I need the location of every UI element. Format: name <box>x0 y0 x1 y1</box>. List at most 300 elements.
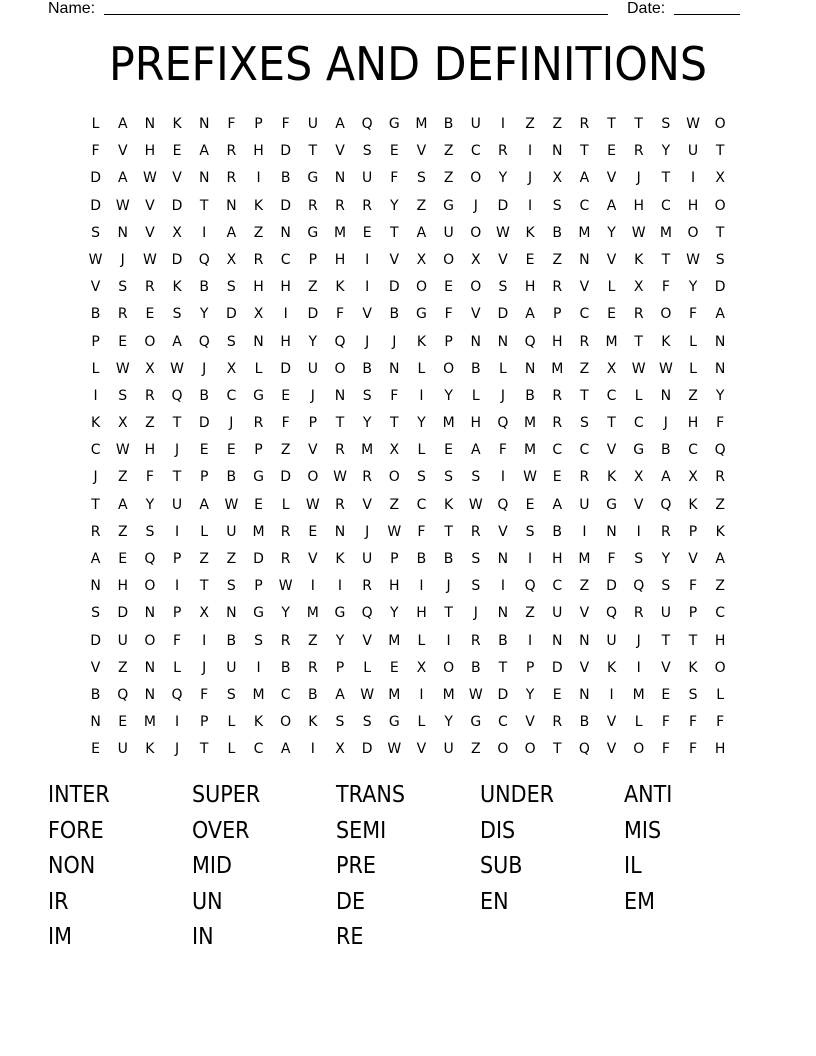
grid-letter[interactable]: B <box>525 387 535 404</box>
grid-letter[interactable]: F <box>716 415 725 432</box>
grid-letter[interactable]: W <box>686 116 700 132</box>
grid-letter[interactable]: F <box>688 306 698 323</box>
grid-letter[interactable]: I <box>202 632 207 649</box>
grid-letter[interactable]: T <box>715 224 725 241</box>
grid-letter[interactable]: O <box>388 469 400 486</box>
grid-letter[interactable]: W <box>658 360 673 377</box>
grid-letter[interactable]: L <box>363 659 372 676</box>
grid-letter[interactable]: X <box>117 415 128 432</box>
grid-letter[interactable]: F <box>227 116 236 132</box>
grid-letter[interactable]: A <box>117 496 128 513</box>
grid-letter[interactable]: R <box>90 523 101 540</box>
grid-letter[interactable]: D <box>606 578 617 595</box>
grid-letter[interactable]: S <box>525 523 535 540</box>
grid-letter[interactable]: D <box>714 279 726 296</box>
grid-letter[interactable]: R <box>552 714 563 731</box>
grid-letter[interactable]: D <box>225 306 237 323</box>
grid-letter[interactable]: H <box>687 415 699 432</box>
grid-letter[interactable]: D <box>198 415 210 432</box>
grid-letter[interactable]: I <box>528 632 533 649</box>
grid-letter[interactable]: B <box>226 469 237 486</box>
grid-letter[interactable]: W <box>523 469 537 486</box>
grid-letter[interactable]: W <box>115 197 130 214</box>
grid-letter[interactable]: U <box>307 360 318 377</box>
grid-letter[interactable]: H <box>524 279 536 296</box>
grid-letter[interactable]: R <box>470 523 481 540</box>
grid-letter[interactable]: D <box>361 741 373 758</box>
grid-letter[interactable]: A <box>606 197 617 214</box>
grid-letter[interactable]: N <box>144 686 156 703</box>
grid-letter[interactable]: X <box>335 741 345 758</box>
grid-letter[interactable]: V <box>362 496 372 513</box>
grid-letter[interactable]: W <box>631 224 646 241</box>
grid-letter[interactable]: M <box>659 224 672 241</box>
grid-letter[interactable]: M <box>632 686 645 703</box>
grid-letter[interactable]: W <box>88 251 103 268</box>
grid-letter[interactable]: B <box>280 659 291 676</box>
grid-letter[interactable]: I <box>419 387 424 404</box>
grid-letter[interactable]: K <box>308 714 318 731</box>
grid-letter[interactable]: M <box>388 686 401 703</box>
grid-letter[interactable]: C <box>606 387 617 404</box>
grid-letter[interactable]: T <box>444 605 453 622</box>
grid-letter[interactable]: R <box>552 387 563 404</box>
grid-letter[interactable]: H <box>253 279 264 296</box>
grid-letter[interactable]: O <box>660 306 672 323</box>
grid-letter[interactable]: V <box>362 632 372 649</box>
grid-letter[interactable]: I <box>609 686 614 703</box>
grid-letter[interactable]: P <box>553 306 562 323</box>
grid-letter[interactable]: S <box>661 578 671 595</box>
grid-letter[interactable]: R <box>335 442 345 459</box>
grid-letter[interactable]: J <box>500 387 505 404</box>
grid-letter[interactable]: L <box>227 714 236 731</box>
grid-letter[interactable]: E <box>607 143 616 160</box>
grid-letter[interactable]: F <box>91 143 100 160</box>
grid-letter[interactable]: T <box>308 143 318 160</box>
grid-letter[interactable]: A <box>661 469 671 486</box>
grid-letter[interactable]: V <box>525 714 535 731</box>
grid-letter[interactable]: J <box>120 251 125 268</box>
grid-letter[interactable]: H <box>253 143 264 160</box>
grid-letter[interactable]: B <box>308 686 318 703</box>
grid-letter[interactable]: H <box>470 415 482 432</box>
grid-letter[interactable]: S <box>172 306 182 323</box>
grid-letter[interactable]: J <box>473 605 478 622</box>
grid-letter[interactable]: S <box>335 714 345 731</box>
grid-letter[interactable]: N <box>524 360 536 377</box>
grid-letter[interactable]: Z <box>443 170 454 187</box>
grid-letter[interactable]: P <box>525 659 535 676</box>
grid-letter[interactable]: F <box>661 741 670 758</box>
grid-letter[interactable]: T <box>634 333 643 350</box>
grid-letter[interactable]: U <box>579 496 590 513</box>
grid-letter[interactable]: B <box>552 224 563 241</box>
grid-letter[interactable]: G <box>470 714 482 731</box>
grid-letter[interactable]: O <box>415 279 427 296</box>
grid-letter[interactable]: O <box>497 741 509 758</box>
grid-letter[interactable]: U <box>660 605 671 622</box>
grid-letter[interactable]: Q <box>198 333 210 350</box>
grid-letter[interactable]: S <box>417 469 426 486</box>
grid-letter[interactable]: F <box>200 686 209 703</box>
grid-letter[interactable]: V <box>416 143 427 160</box>
grid-letter[interactable]: B <box>443 551 454 567</box>
grid-letter[interactable]: X <box>145 360 155 377</box>
grid-letter[interactable]: P <box>254 442 263 459</box>
grid-letter[interactable]: Z <box>117 659 128 676</box>
grid-letter[interactable]: U <box>443 224 454 241</box>
grid-letter[interactable]: Y <box>498 170 508 187</box>
grid-letter[interactable]: G <box>416 306 427 323</box>
grid-letter[interactable]: X <box>416 251 427 268</box>
grid-letter[interactable]: D <box>171 197 183 214</box>
grid-letter[interactable]: Y <box>607 224 616 241</box>
grid-letter[interactable]: N <box>334 387 346 404</box>
grid-letter[interactable]: I <box>174 714 180 731</box>
grid-letter[interactable]: Y <box>199 306 209 323</box>
grid-letter[interactable]: V <box>145 224 155 241</box>
grid-letter[interactable]: V <box>498 523 508 540</box>
grid-letter[interactable]: S <box>552 197 562 214</box>
grid-letter[interactable]: D <box>280 360 292 377</box>
grid-letter[interactable]: B <box>579 714 590 731</box>
grid-letter[interactable]: N <box>660 387 672 404</box>
grid-letter[interactable]: U <box>307 116 318 132</box>
grid-letter[interactable]: Q <box>361 116 373 132</box>
grid-letter[interactable]: E <box>552 686 562 703</box>
grid-letter[interactable]: V <box>579 279 590 296</box>
grid-letter[interactable]: Q <box>497 415 509 432</box>
grid-letter[interactable]: X <box>199 605 209 622</box>
grid-letter[interactable]: M <box>252 523 265 540</box>
grid-letter[interactable]: O <box>334 360 346 377</box>
grid-letter[interactable]: N <box>117 224 128 241</box>
grid-letter[interactable]: E <box>172 143 182 160</box>
grid-letter[interactable]: B <box>362 360 372 377</box>
grid-letter[interactable]: F <box>390 387 399 404</box>
grid-letter[interactable]: S <box>254 632 263 649</box>
grid-letter[interactable]: F <box>607 551 616 567</box>
grid-letter[interactable]: J <box>202 360 207 377</box>
grid-letter[interactable]: P <box>308 251 318 268</box>
grid-letter[interactable]: T <box>390 224 399 241</box>
grid-letter[interactable]: F <box>498 442 507 459</box>
grid-letter[interactable]: K <box>634 251 644 268</box>
grid-letter[interactable]: R <box>280 551 291 567</box>
grid-letter[interactable]: A <box>579 170 590 187</box>
grid-letter[interactable]: T <box>661 170 671 187</box>
grid-letter[interactable]: R <box>362 469 372 486</box>
grid-letter[interactable]: E <box>525 496 535 513</box>
grid-letter[interactable]: J <box>473 197 478 214</box>
grid-letter[interactable]: G <box>606 496 617 513</box>
grid-letter[interactable]: N <box>226 605 237 622</box>
grid-letter[interactable]: V <box>606 442 617 459</box>
grid-letter[interactable]: I <box>528 551 533 567</box>
grid-letter[interactable]: D <box>307 306 319 323</box>
grid-letter[interactable]: C <box>90 442 101 459</box>
grid-letter[interactable]: G <box>633 442 645 459</box>
grid-letter[interactable]: D <box>280 197 292 214</box>
grid-letter[interactable]: F <box>716 714 725 731</box>
grid-letter[interactable]: X <box>606 360 617 377</box>
grid-letter[interactable]: T <box>715 143 725 160</box>
grid-letter[interactable]: T <box>688 632 698 649</box>
grid-letter[interactable]: D <box>388 279 400 296</box>
grid-letter[interactable]: E <box>118 551 128 567</box>
grid-letter[interactable]: N <box>253 333 264 350</box>
grid-letter[interactable]: V <box>90 279 101 296</box>
grid-letter[interactable]: Y <box>145 496 155 513</box>
grid-letter[interactable]: Z <box>579 578 590 595</box>
grid-letter[interactable]: Z <box>579 360 590 377</box>
grid-letter[interactable]: A <box>199 496 209 513</box>
grid-letter[interactable]: V <box>335 143 345 160</box>
grid-letter[interactable]: Z <box>715 496 725 513</box>
grid-letter[interactable]: M <box>578 551 591 567</box>
grid-letter[interactable]: W <box>142 251 157 268</box>
grid-letter[interactable]: L <box>200 523 209 540</box>
grid-letter[interactable]: P <box>199 469 209 486</box>
grid-letter[interactable]: N <box>144 116 156 132</box>
grid-letter[interactable]: E <box>199 442 209 459</box>
grid-letter[interactable]: R <box>226 143 237 160</box>
grid-letter[interactable]: R <box>579 116 590 132</box>
grid-letter[interactable]: R <box>362 578 372 595</box>
grid-letter[interactable]: E <box>145 306 155 323</box>
grid-letter[interactable]: O <box>144 333 156 350</box>
grid-letter[interactable]: S <box>715 251 725 268</box>
grid-letter[interactable]: A <box>280 741 291 758</box>
grid-letter[interactable]: X <box>253 306 264 323</box>
grid-letter[interactable]: Z <box>525 605 535 622</box>
grid-letter[interactable]: S <box>417 170 426 187</box>
grid-letter[interactable]: W <box>305 496 320 513</box>
grid-letter[interactable]: K <box>335 279 345 296</box>
grid-letter[interactable]: H <box>280 279 291 296</box>
grid-letter[interactable]: I <box>310 578 315 595</box>
grid-letter[interactable]: M <box>524 442 537 459</box>
grid-letter[interactable]: V <box>308 442 318 459</box>
grid-letter[interactable]: L <box>227 741 236 758</box>
grid-letter[interactable]: K <box>444 496 454 513</box>
grid-letter[interactable]: Y <box>661 143 671 160</box>
grid-letter[interactable]: T <box>661 632 671 649</box>
grid-letter[interactable]: Y <box>281 605 290 622</box>
grid-letter[interactable]: W <box>115 360 130 377</box>
grid-letter[interactable]: G <box>253 387 264 404</box>
grid-letter[interactable]: C <box>470 143 481 160</box>
grid-letter[interactable]: K <box>661 333 671 350</box>
grid-letter[interactable]: Y <box>390 605 399 622</box>
grid-letter[interactable]: I <box>500 116 505 132</box>
grid-letter[interactable]: J <box>636 632 641 649</box>
grid-letter[interactable]: I <box>446 632 451 649</box>
grid-letter[interactable]: B <box>226 632 237 649</box>
grid-letter[interactable]: E <box>444 279 454 296</box>
grid-letter[interactable]: T <box>552 741 562 758</box>
grid-letter[interactable]: H <box>551 551 563 567</box>
grid-letter[interactable]: F <box>661 279 670 296</box>
grid-letter[interactable]: O <box>144 578 156 595</box>
grid-letter[interactable]: N <box>90 714 101 731</box>
grid-letter[interactable]: V <box>606 714 617 731</box>
grid-letter[interactable]: M <box>551 360 564 377</box>
grid-letter[interactable]: T <box>580 143 589 160</box>
grid-letter[interactable]: V <box>117 143 128 160</box>
grid-letter[interactable]: K <box>335 551 345 567</box>
grid-letter[interactable]: S <box>226 686 236 703</box>
grid-letter[interactable]: B <box>661 442 671 459</box>
grid-letter[interactable]: F <box>173 632 182 649</box>
grid-letter[interactable]: C <box>280 251 291 268</box>
grid-letter[interactable]: Q <box>606 605 618 622</box>
grid-letter[interactable]: P <box>172 551 182 567</box>
grid-letter[interactable]: L <box>634 387 643 404</box>
grid-letter[interactable]: N <box>551 632 563 649</box>
grid-letter[interactable]: Q <box>144 551 156 567</box>
grid-letter[interactable]: A <box>335 686 345 703</box>
grid-letter[interactable]: X <box>226 251 237 268</box>
grid-letter[interactable]: L <box>417 442 426 459</box>
grid-letter[interactable]: I <box>365 251 370 268</box>
grid-letter[interactable]: U <box>687 143 699 160</box>
grid-letter[interactable]: S <box>579 415 589 432</box>
grid-letter[interactable]: K <box>172 279 182 296</box>
grid-letter[interactable]: X <box>226 360 237 377</box>
grid-letter[interactable]: Y <box>525 686 535 703</box>
grid-letter[interactable]: P <box>254 578 263 595</box>
grid-letter[interactable]: E <box>362 224 372 241</box>
grid-letter[interactable]: S <box>362 143 372 160</box>
grid-letter[interactable]: A <box>90 551 101 567</box>
grid-letter[interactable]: Y <box>688 279 698 296</box>
grid-letter[interactable]: T <box>390 415 399 432</box>
grid-letter[interactable]: N <box>198 116 210 132</box>
grid-letter[interactable]: I <box>419 578 424 595</box>
grid-letter[interactable]: A <box>552 496 563 513</box>
grid-letter[interactable]: E <box>389 659 399 676</box>
grid-letter[interactable]: S <box>362 714 372 731</box>
grid-letter[interactable]: Q <box>171 686 183 703</box>
grid-letter[interactable]: R <box>579 333 590 350</box>
grid-letter[interactable]: T <box>91 496 100 513</box>
grid-letter[interactable]: B <box>389 306 400 323</box>
grid-letter[interactable]: T <box>607 116 616 132</box>
grid-letter[interactable]: I <box>582 523 587 540</box>
grid-letter[interactable]: Y <box>444 714 453 731</box>
grid-letter[interactable]: L <box>91 116 100 132</box>
grid-letter[interactable]: C <box>253 741 264 758</box>
grid-letter[interactable]: S <box>145 523 155 540</box>
grid-letter[interactable]: E <box>281 387 291 404</box>
grid-letter[interactable]: Z <box>308 632 318 649</box>
grid-letter[interactable]: W <box>631 360 646 377</box>
grid-letter[interactable]: C <box>660 197 671 214</box>
grid-letter[interactable]: J <box>310 387 315 404</box>
grid-letter[interactable]: B <box>470 360 481 377</box>
grid-letter[interactable]: L <box>281 496 290 513</box>
grid-letter[interactable]: J <box>365 333 370 350</box>
grid-letter[interactable]: U <box>443 741 454 758</box>
grid-letter[interactable]: M <box>252 686 265 703</box>
grid-letter[interactable]: O <box>633 741 645 758</box>
grid-letter[interactable]: R <box>470 632 481 649</box>
grid-letter[interactable]: V <box>688 551 698 567</box>
grid-letter[interactable]: C <box>498 714 508 731</box>
grid-letter[interactable]: H <box>714 741 726 758</box>
grid-letter[interactable]: K <box>253 714 264 731</box>
grid-letter[interactable]: K <box>416 333 427 350</box>
grid-letter[interactable]: J <box>663 415 668 432</box>
grid-letter[interactable]: F <box>688 578 698 595</box>
grid-letter[interactable]: L <box>689 360 697 377</box>
grid-letter[interactable]: Q <box>633 578 645 595</box>
grid-letter[interactable]: S <box>226 333 236 350</box>
grid-letter[interactable]: Z <box>253 224 264 241</box>
grid-letter[interactable]: Q <box>198 251 210 268</box>
grid-letter[interactable]: I <box>256 170 261 187</box>
grid-letter[interactable]: O <box>307 469 319 486</box>
grid-letter[interactable]: A <box>525 306 535 323</box>
grid-letter[interactable]: O <box>443 659 455 676</box>
grid-letter[interactable]: B <box>416 551 427 567</box>
grid-letter[interactable]: F <box>335 306 345 323</box>
grid-letter[interactable]: M <box>361 442 374 459</box>
grid-letter[interactable]: Z <box>226 551 237 567</box>
grid-letter[interactable]: D <box>280 469 292 486</box>
grid-letter[interactable]: V <box>389 251 400 268</box>
grid-letter[interactable]: E <box>552 469 562 486</box>
grid-letter[interactable]: D <box>90 632 101 649</box>
grid-letter[interactable]: C <box>280 686 291 703</box>
grid-letter[interactable]: U <box>171 496 183 513</box>
grid-letter[interactable]: R <box>280 632 291 649</box>
grid-letter[interactable]: P <box>444 333 453 350</box>
grid-letter[interactable]: R <box>117 306 128 323</box>
grid-letter[interactable]: O <box>470 224 482 241</box>
grid-letter[interactable]: F <box>281 116 290 132</box>
grid-letter[interactable]: Z <box>443 143 454 160</box>
grid-letter[interactable]: R <box>579 469 590 486</box>
grid-letter[interactable]: W <box>115 442 130 459</box>
grid-letter[interactable]: S <box>688 686 698 703</box>
grid-letter[interactable]: O <box>144 632 156 649</box>
grid-letter[interactable]: L <box>173 659 181 676</box>
grid-letter[interactable]: V <box>606 170 617 187</box>
grid-letter[interactable]: F <box>145 469 154 486</box>
grid-letter[interactable]: J <box>446 578 451 595</box>
grid-letter[interactable]: H <box>280 333 291 350</box>
grid-letter[interactable]: O <box>714 197 726 214</box>
grid-letter[interactable]: M <box>442 686 455 703</box>
grid-letter[interactable]: P <box>688 605 698 622</box>
grid-letter[interactable]: N <box>606 523 617 540</box>
grid-letter[interactable]: V <box>172 170 182 187</box>
grid-letter[interactable]: N <box>389 360 400 377</box>
grid-letter[interactable]: J <box>93 469 98 486</box>
grid-letter[interactable]: A <box>226 224 237 241</box>
grid-letter[interactable]: Z <box>117 469 128 486</box>
grid-letter[interactable]: I <box>365 279 370 296</box>
grid-letter[interactable]: Z <box>525 116 535 132</box>
grid-letter[interactable]: Y <box>417 415 426 432</box>
grid-letter[interactable]: O <box>280 714 292 731</box>
grid-letter[interactable]: Q <box>660 496 672 513</box>
grid-letter[interactable]: B <box>443 116 454 132</box>
grid-letter[interactable]: L <box>689 333 697 350</box>
